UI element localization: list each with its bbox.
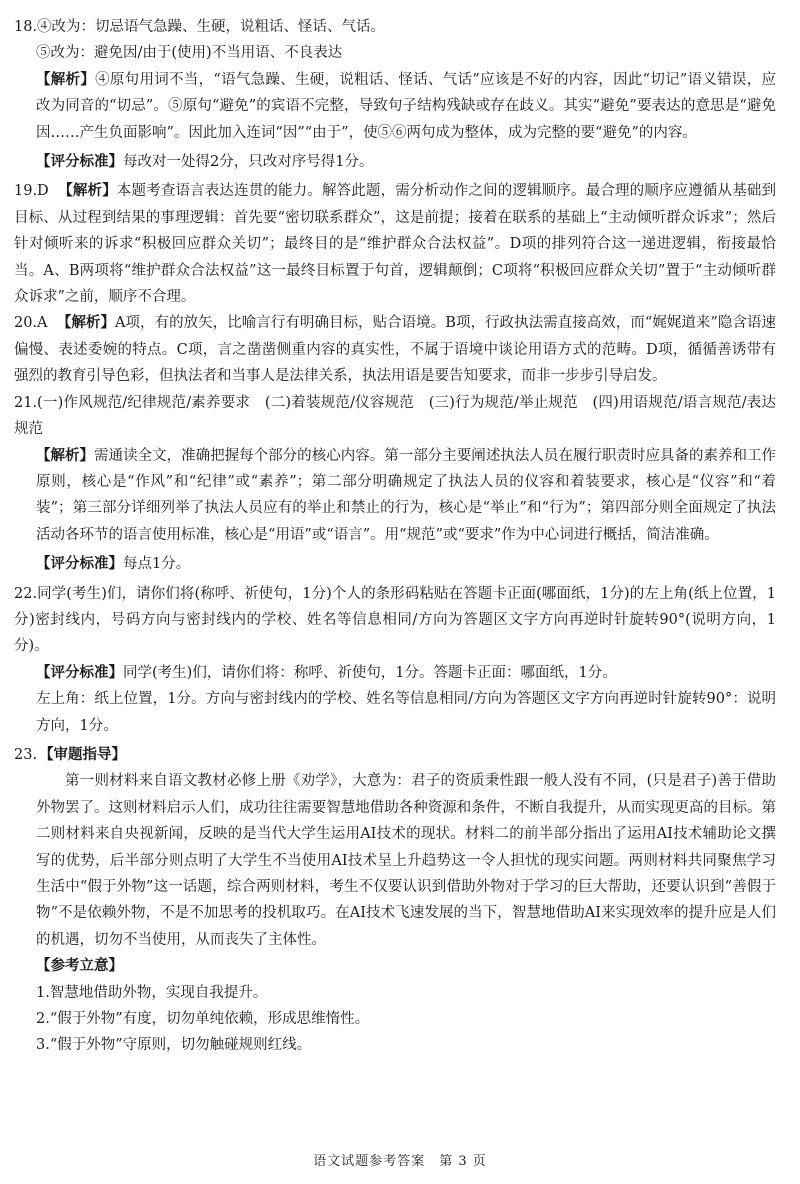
q23-idea-2: 2.“假于外物”有度，切勿单纯依赖，形成思维惰性。: [36, 1011, 370, 1028]
analysis-tag: 【解析】: [64, 314, 115, 332]
q19-number: 19.D: [14, 183, 49, 200]
q23-idea-3: 3.“假于外物”守原则，切勿触碰规则红线。: [36, 1037, 312, 1054]
question-21: [14, 390, 776, 578]
q21-grading: [14, 551, 776, 577]
question-22: [14, 581, 776, 739]
question-19: [14, 178, 776, 310]
ideas-tag: 【参考立意】: [36, 957, 123, 975]
q18-grading-text: 每改对一处得2分，只改对序号得1分。: [123, 154, 374, 171]
guide-tag: 【审题指导】: [39, 745, 127, 763]
q22-grading-text: 同学(考生)们，请你们将：称呼、祈使句，1分。答题卡正面：哪面纸，1分。: [123, 664, 617, 681]
q20-number: 20.A: [14, 315, 48, 332]
q23-idea-1: 1.智慧地借助外物，实现自我提升。: [36, 984, 268, 1001]
q20-analysis: [14, 310, 776, 389]
q18-correction-5: ⑤改为：避免因/由于(使用)不当用语、不良表达: [36, 45, 343, 62]
q19-analysis: [14, 178, 776, 310]
q18-analysis: [14, 67, 776, 146]
q18-grading: [14, 149, 776, 175]
q18-analysis-text: ④原句用词不当，“语气急躁、生硬，说粗话、怪话、气话”应该是不好的内容，因此“切记”语义错误，应改为同音的“切忌”。⑤原句“避免”的宾语不完整，导致句子结构残缺或存在歧义。其实“避免”要表达的意思是“避免因……产生负面影响”。因此加入连词“因”“由于”，使⑤⑥两句成为整体，成为完整的要“避免”的内容。: [36, 71, 776, 141]
q22-grading-continued: 左上角：纸上位置，1分。方向与密封线内的学校、姓名等信息相同/方向为答题区文字方向再逆时针旋转90°：说明方向，1分。: [36, 691, 776, 734]
question-18: [14, 14, 776, 175]
grading-tag: 【评分标准】: [36, 663, 123, 681]
q22-grading: [14, 660, 776, 686]
grading-tag: 【评分标准】: [36, 555, 123, 573]
question-20: [14, 310, 776, 389]
grading-tag: 【评分标准】: [36, 153, 123, 171]
analysis-tag: 【解析】: [65, 182, 117, 200]
q23-number: 23.: [14, 746, 38, 763]
q21-answer: 21.(一)作风规范/纪律规范/素养要求 (二)着装规范/仪容规范 (三)行为规范/举止规范 (四)用语规范/语言规范/表达规范: [14, 394, 776, 438]
question-23: [14, 742, 776, 1059]
q23-ideas-header: [14, 953, 776, 979]
q21-grading-text: 每点1分。: [123, 556, 191, 573]
q23-guide-text: 第一则材料来自语文教材必修上册《劝学》，大意为：君子的资质秉性跟一般人没有不同，(只是君子)善于借助外物罢了。这则材料启示人们，成功往往需要智慧地借助各种资源和条件，不断自我提升，从而实现更高的目标。第二则材料来自央视新闻，反映的是当代大学生运用AI技术的现状。材料二的前半部分指出了运用AI技术辅助论文撰写的优势，后半部分则点明了大学生不当使用AI技术呈上升趋势这一令人担忧的现实问题。两则材料共同聚焦学习生活中“假于外物”这一话题，综合两则材料，考生不仅要认识到借助外物对于学习的巨大帮助，还要认识到“善假于物”不是依赖外物，不是不加思考的投机取巧。在AI技术飞速发展的当下，智慧地借助AI来实现效率的提升应是人们的机遇，切勿不当使用，从而丧失了主体性。: [36, 773, 776, 948]
q21-analysis-text: 需通读全文，准确把握每个部分的核心内容。第一部分主要阐述执法人员在履行职责时应具备的素养和工作原则，核心是“作风”和“纪律”或“素养”；第二部分明确规定了执法人员的仪容和着装要求，核心是“仪容”和“着装”；第三部分详细列举了执法人员应有的举止和禁止的行为，核心是“举止”和“行为”；第四部分则全面规定了执法活动各环节的语言使用标准，核心是“用语”或“语言”。用“规范”或“要求”作为中心词进行概括，简洁准确。: [36, 447, 777, 543]
q20-analysis-text: A项，有的放矢，比喻言行有明确目标，贴合语境。B项，行政执法需直接高效，而“娓娓道来”隐含语速偏慢、表述委婉的特点。C项，言之凿凿侧重内容的真实性，不属于语境中谈论用语方式的范畴。D项，循循善诱带有强烈的教育引导色彩，但执法者和当事人是法律关系，执法用语是要告知要求，而非一步步引导启发。: [14, 315, 777, 385]
analysis-tag: 【解析】: [36, 446, 95, 464]
analysis-tag: 【解析】: [36, 70, 96, 88]
q23-header: [14, 742, 776, 768]
q21-analysis: [14, 443, 776, 549]
page-footer: 语文试题参考答案 第 3 页: [313, 1154, 487, 1169]
q19-analysis-text: 本题考查语言表达连贯的能力。解答此题，需分析动作之间的逻辑顺序。最合理的顺序应遵循从基础到目标、从过程到结果的事理逻辑：首先要“密切联系群众”，这是前提；接着在联系的基础上“主动倾听群众诉求”；然后针对倾听来的诉求“积极回应群众关切”；最终目的是“维护群众合法权益”。D项的排列符合这一递进逻辑，衔接最恰当。A、B两项将“维护群众合法权益”这一最终目标置于句首，逻辑颠倒；C项将“积极回应群众关切”置于“主动倾听群众诉求”之前，顺序不合理。: [14, 183, 777, 306]
q18-correction-4: 18.④改为：切忌语气急躁、生硬，说粗话、怪话、气话。: [14, 19, 386, 35]
q22-answer: 22.同学(考生)们，请你们将(称呼、祈使句，1分)个人的条形码粘贴在答题卡正面(哪面纸，1分)的左上角(纸上位置，1分)密封线内，号码方向与密封线内的学校、姓名等信息相同/方向为答题区文字方向再逆时针旋转90°(说明方向，1分)。: [14, 585, 776, 655]
